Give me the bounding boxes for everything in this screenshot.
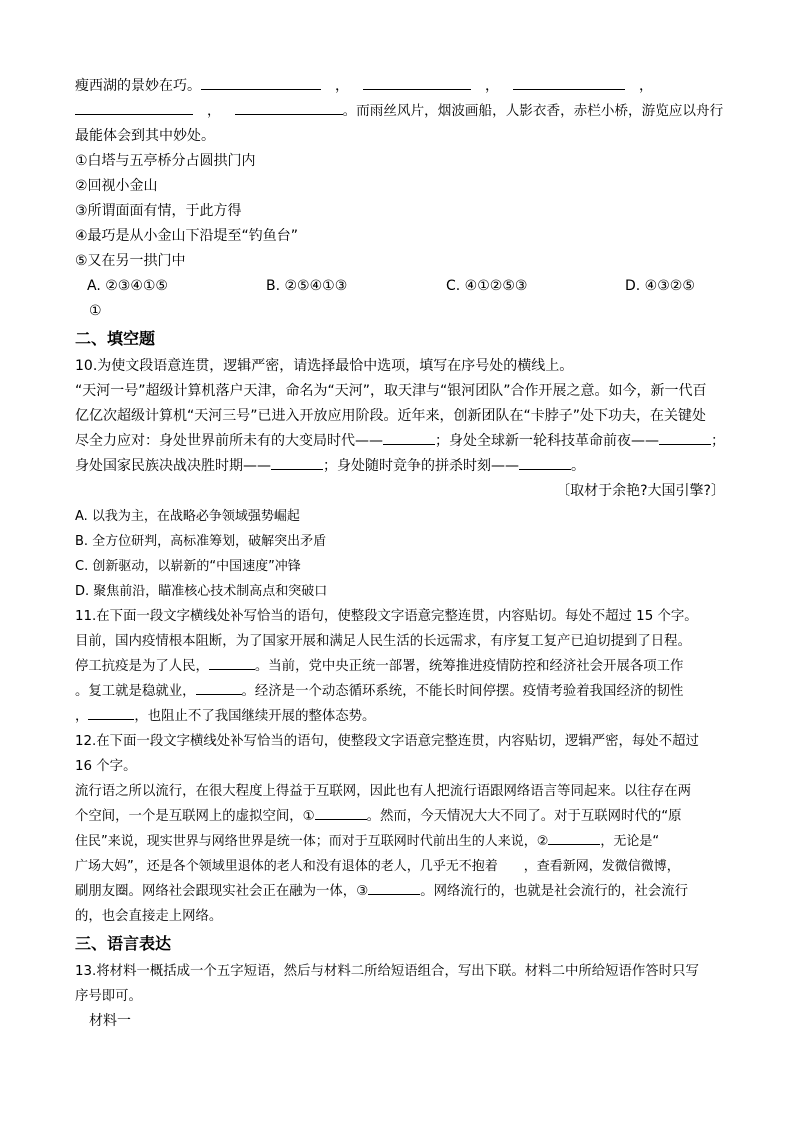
- option-c[interactable]: C. ④①②⑤③: [446, 278, 528, 294]
- q13-stem: 序号即可。: [75, 989, 142, 1004]
- q11-text: 目前，国内疫情根本阻断，为了国家开展和满足人民生活的长远需求，有序复工复产已迫切提到了日程。: [75, 634, 691, 649]
- q10-choice[interactable]: A. 以我为主，在战略必争领域强势崛起: [75, 509, 300, 524]
- answer-blank[interactable]: [201, 75, 321, 90]
- q12-stem: 12.在下面一段文字横线处补写恰当的语句，使整段文字语意完整连贯，内容贴切，逻辑严密，每处不超过: [75, 734, 699, 749]
- answer-blank[interactable]: [271, 455, 323, 470]
- answer-blank[interactable]: [235, 100, 343, 115]
- q12-text: 个空间，一个是互联网上的虚拟空间，① 。然而，今天情况大大不同了。对于互联网时代的“原: [75, 804, 725, 829]
- answer-blank[interactable]: [513, 75, 625, 90]
- answer-blank[interactable]: [548, 830, 600, 845]
- answer-blank[interactable]: [659, 430, 711, 445]
- answer-blank[interactable]: [315, 805, 367, 820]
- option-d-wrap: ①: [89, 303, 102, 319]
- q12-text: 住民”来说，现实世界与网络世界是统一体；而对于互联网时代前出生的人来说，② ，无论是“: [75, 829, 725, 854]
- q12-text: 流行语之所以流行，在很大程度上得益于互联网，因此也有人把流行语跟网络语言等同起来。以往存在两: [75, 784, 691, 799]
- q9-item: ①白塔与五亭桥分占圆拱门内: [75, 153, 256, 169]
- q11-text: 停工抗疫是为了人民， 。当前，党中央正统一部署，统筹推进疫情防控和经济社会开展各项工作: [75, 654, 725, 679]
- q10-choice[interactable]: D. 聚焦前沿，瞄准核心技术制高点和突破口: [75, 584, 328, 599]
- q9-item: ②回视小金山: [75, 178, 158, 194]
- q12-text: 刷朋友圈。网络社会跟现实社会正在融为一体，③ 。网络流行的，也就是社会流行的，社会流行: [75, 879, 725, 904]
- answer-blank[interactable]: [383, 430, 435, 445]
- q9-line3: 最能体会到其中妙处。: [75, 128, 215, 144]
- answer-blank[interactable]: [88, 705, 134, 720]
- q10-choice[interactable]: B. 全方位研判，高标准筹划，破解突出矛盾: [75, 534, 327, 549]
- q9-text: 。而雨丝风片，烟波画船，人影衣香，赤栏小桥，游览应以舟行: [342, 103, 724, 119]
- q9-item: ④最巧是从小金山下沿堤至“钓鱼台”: [75, 228, 299, 244]
- section-heading: 二、填空题: [75, 329, 156, 348]
- q10-paragraph: “天河一号”超级计算机落户天津，命名为“天河”，取天津与“银河团队”合作开展之意。如今，新一代百: [75, 383, 707, 399]
- answer-blank[interactable]: [196, 680, 242, 695]
- answer-blank[interactable]: [363, 75, 471, 90]
- q10-paragraph: 尽全力应对：身处世界前所未有的大变局时代—— ；身处全球新一轮科技革命前夜—— ；: [75, 429, 725, 454]
- q10-choice[interactable]: C. 创新驱动，以崭新的“中国速度”冲锋: [75, 559, 301, 574]
- answer-blank[interactable]: [368, 880, 420, 895]
- q9-line2: ， 。而雨丝风片，烟波画船，人影衣香，赤栏小桥，游览应以舟行: [75, 99, 725, 124]
- q13-stem: 13.将材料一概括成一个五字短语，然后与材料二所给短语组合，写出下联。材料二中所给短语作答时只写: [75, 964, 699, 979]
- q11-text: 。复工就是稳就业， 。经济是一个动态循环系统，不能长时间停摆。疫情考验着我国经济的韧性: [75, 679, 725, 704]
- answer-blank[interactable]: [519, 455, 571, 470]
- q9-item: ③所谓面面有情，于此方得: [75, 203, 242, 219]
- q11-stem: 11.在下面一段文字横线处补写恰当的语句，使整段文字语意完整连贯，内容贴切。每处不超过 15 个字。: [75, 609, 698, 624]
- option-b[interactable]: B. ②⑤④①③: [266, 278, 348, 294]
- q10-paragraph: 身处国家民族决战决胜时期—— ；身处随时竞争的拼杀时刻—— 。: [75, 454, 725, 479]
- q13-material-label: 材料一: [89, 1013, 131, 1029]
- document-page: [75, 74, 725, 1034]
- option-a[interactable]: A. ②③④①⑤: [87, 278, 168, 294]
- q9-text: 瘦西湖的景妙在巧。: [75, 78, 201, 94]
- q10-paragraph: 亿亿次超级计算机“天河三号”已进入开放应用阶段。近年来，创新团队在“卡脖子”处下功夫，在关键处: [75, 408, 707, 424]
- q12-text: 的，也会直接走上网络。: [75, 909, 223, 924]
- section-heading: 三、语言表达: [75, 934, 172, 953]
- q9-item: ⑤又在另一拱门中: [75, 253, 186, 269]
- q9-options: [75, 274, 725, 299]
- q12-stem: 16 个字。: [75, 759, 137, 774]
- option-d[interactable]: D. ④③②⑤: [625, 278, 695, 294]
- q12-text: 广场大妈”，还是各个领域里退体的老人和没有退体的老人，几乎无不抱着 ，查看新网，发微信微博，: [75, 859, 680, 874]
- answer-blank[interactable]: [75, 100, 193, 115]
- q9-line1: 瘦西湖的景妙在巧。 ， ， ，: [75, 74, 725, 99]
- q10-source: 〔取材于余艳?大国引擎?〕: [556, 483, 725, 499]
- q11-text: ， ，也阻止不了我国继续开展的整体态势。: [75, 704, 725, 729]
- answer-blank[interactable]: [209, 655, 255, 670]
- q10-stem: 10.为使文段语意连贯，逻辑严密，请选择最恰中选项，填写在序号处的横线上。: [75, 358, 574, 374]
